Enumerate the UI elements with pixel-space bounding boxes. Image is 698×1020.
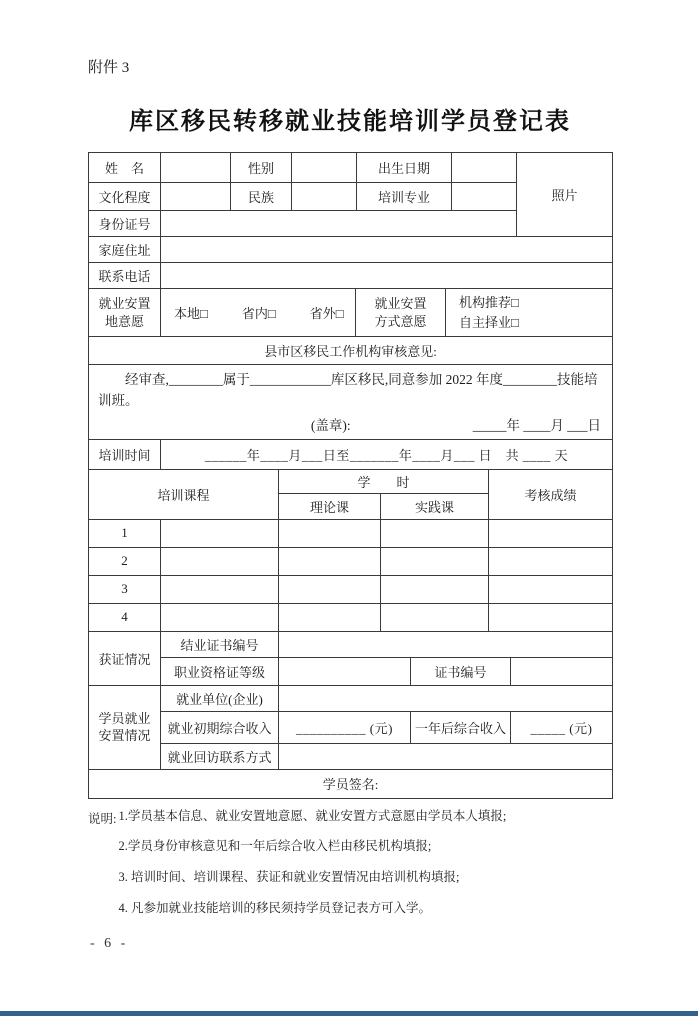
course-row-2: [89, 547, 613, 575]
note-item-3: 3. 培训时间、培训课程、获证和就业安置情况由培训机构填报;: [118, 870, 460, 885]
photo-cell: 照片: [517, 153, 613, 237]
initial-income-blank: __________ (元): [279, 711, 411, 743]
course-row-4: [89, 603, 613, 631]
theory-hours-cell: [279, 603, 381, 631]
education-label: 文化程度: [89, 183, 161, 211]
qualification-label: 职业资格证等级: [161, 657, 279, 685]
score-cell: [489, 603, 613, 631]
course-row-number: 3: [89, 575, 161, 603]
id-number-value-cell: [161, 211, 517, 237]
course-name-cell: [161, 519, 279, 547]
course-row-number: 4: [89, 603, 161, 631]
review-body-cell: [89, 365, 613, 440]
year-income-label: 一年后综合收入: [411, 711, 511, 743]
placement-method-options: [446, 289, 613, 337]
training-time-table: [88, 439, 613, 470]
gender-value-cell: [292, 153, 357, 183]
placement-location-options: [161, 289, 356, 337]
initial-income-label: 就业初期综合收入: [161, 711, 279, 743]
checkbox-option-out-province: 省外□: [309, 306, 344, 321]
followup-value-cell: [279, 743, 613, 769]
name-label: 姓 名: [89, 153, 161, 183]
practice-hours-cell: [381, 603, 489, 631]
seal-label: (盖章):: [310, 417, 351, 433]
cert-no-value-cell: [511, 657, 613, 685]
signature-label: 学员签名:: [89, 769, 613, 798]
course-name-cell: [161, 603, 279, 631]
bottom-border-bar: [0, 1011, 698, 1016]
notes-list: [118, 809, 506, 932]
phone-value-cell: [161, 263, 613, 289]
notes-section: [88, 809, 698, 932]
practice-hours-cell: [381, 547, 489, 575]
practice-hours-cell: [381, 519, 489, 547]
checkbox-option-agency: 机构推荐□: [459, 295, 519, 310]
employer-value-cell: [279, 685, 613, 711]
note-item-1: 1.学员基本信息、就业安置地意愿、就业安置方式意愿由学员本人填报;: [118, 808, 507, 823]
certificate-section-label: 获证情况: [89, 631, 161, 685]
course-row-number: 1: [89, 519, 161, 547]
completion-cert-value-cell: [279, 631, 613, 657]
review-heading: 县市区移民工作机构审核意见:: [89, 337, 613, 365]
id-number-label: 身份证号: [89, 211, 161, 237]
score-cell: [489, 575, 613, 603]
address-value-cell: [161, 237, 613, 263]
ethnicity-value-cell: [292, 183, 357, 211]
employer-label: 就业单位(企业): [161, 685, 279, 711]
notes-label: 说明:: [88, 811, 117, 826]
page-title: 库区移民转移就业技能培训学员登记表: [129, 108, 571, 135]
training-time-value: ______年____月___日至_______年____月___ 日 共 ____ 天: [161, 439, 613, 469]
course-table: [88, 469, 613, 632]
course-name-cell: [161, 547, 279, 575]
score-cell: [489, 519, 613, 547]
birth-date-value-cell: [452, 153, 517, 183]
practice-hours-cell: [381, 575, 489, 603]
year-income-blank: _____ (元): [511, 711, 613, 743]
basic-info-table: [88, 152, 613, 289]
page-number: - 6 -: [90, 936, 129, 951]
course-row-number: 2: [89, 547, 161, 575]
score-cell: [489, 547, 613, 575]
ethnicity-label: 民族: [231, 183, 292, 211]
checkbox-option-self: 自主择业□: [459, 314, 519, 330]
placement-location-label: 就业安置 地意愿: [89, 289, 161, 337]
score-header: 考核成绩: [489, 469, 613, 519]
course-row-1: [89, 519, 613, 547]
major-label: 培训专业: [357, 183, 452, 211]
theory-header: 理论课: [279, 493, 381, 519]
note-item-4: 4. 凡参加就业技能培训的移民须持学员登记表方可入学。: [118, 900, 431, 915]
certificate-table: [88, 631, 613, 686]
name-value-cell: [161, 153, 231, 183]
major-value-cell: [452, 183, 517, 211]
placement-method-label: 就业安置 方式意愿: [356, 289, 446, 337]
seal-date-blanks: _____年 ____月 ___日: [472, 417, 601, 433]
birth-date-label: 出生日期: [357, 153, 452, 183]
practice-header: 实践课: [381, 493, 489, 519]
checkbox-option-in-province: 省内□: [241, 306, 276, 321]
course-row-3: [89, 575, 613, 603]
theory-hours-cell: [279, 519, 381, 547]
qualification-value-cell: [279, 657, 411, 685]
followup-label: 就业回访联系方式: [161, 743, 279, 769]
note-item-2: 2.学员身份审核意见和一年后综合收入栏由移民机构填报;: [118, 839, 432, 854]
cert-no-label: 证书编号: [411, 657, 511, 685]
employment-table: [88, 685, 613, 770]
signature-table: [88, 769, 613, 799]
registration-form: [88, 152, 612, 799]
attachment-label: 附件 3: [88, 60, 130, 76]
review-heading-table: [88, 336, 613, 365]
completion-cert-label: 结业证书编号: [161, 631, 279, 657]
theory-hours-cell: [279, 575, 381, 603]
placement-table: [88, 288, 613, 337]
checkbox-option-local: 本地□: [174, 306, 208, 321]
hours-header: 学 时: [279, 469, 489, 493]
gender-label: 性别: [231, 153, 292, 183]
address-label: 家庭住址: [89, 237, 161, 263]
education-value-cell: [161, 183, 231, 211]
theory-hours-cell: [279, 547, 381, 575]
review-body-text: 经审查,________属于____________库区移民,同意参加 2022 年度________技能培训班。: [98, 372, 598, 408]
review-body-table: [88, 364, 613, 440]
phone-label: 联系电话: [89, 263, 161, 289]
employment-section-label: 学员就业 安置情况: [89, 685, 161, 769]
course-name-cell: [161, 575, 279, 603]
training-time-label: 培训时间: [89, 439, 161, 469]
course-header: 培训课程: [89, 469, 279, 519]
seal-date-row: [92, 412, 609, 438]
